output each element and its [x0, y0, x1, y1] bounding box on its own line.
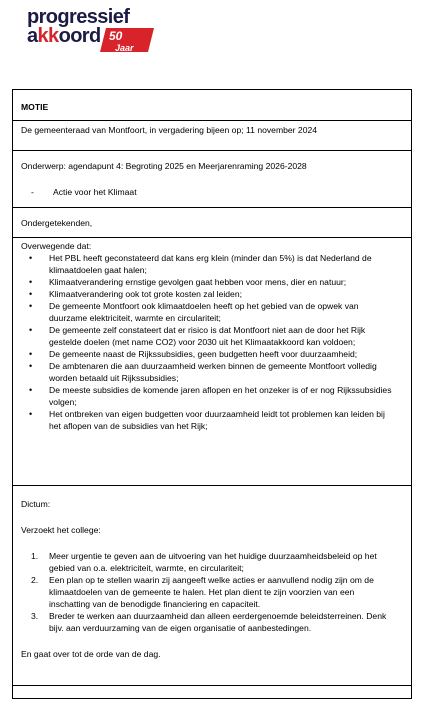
dictum-point-number: 2.	[31, 575, 39, 585]
motion-heading-row	[13, 90, 411, 121]
dictum-points-wrap	[13, 536, 411, 634]
dictum-label: Dictum:	[21, 499, 51, 509]
dictum-point	[13, 574, 387, 610]
dictum-point	[13, 610, 387, 634]
logo-letter-a: a	[27, 25, 38, 47]
anniversary-label	[109, 30, 134, 54]
considering-item: • De ambtenaren die aan duurzaamheid werken binnen de gemeente Montfoort volledig worden betaald uit Rijkssubsidies;	[13, 360, 395, 384]
considering-item: • Het PBL heeft geconstateerd dat kans erg klein (minder dan 5%) is dat Nederland de klimaatdoelen gaat halen;	[13, 252, 395, 276]
anniversary-years: 50	[109, 29, 123, 43]
subject-line: Onderwerp: agendapunt 4: Begroting 2025 en Meerjarenraming 2026-2028	[21, 161, 307, 171]
considering-item: • De meeste subsidies de komende jaren aflopen en het onzeker is of er nog Rijkssubsidies volgen;	[13, 384, 395, 408]
dictum-point	[13, 550, 387, 574]
considering-item: • De gemeente naast de Rijkssubsidies, geen budgetten heeft voor duurzaamheid;	[13, 348, 395, 360]
motion-table	[12, 89, 412, 699]
dictum-point-number: 3.	[31, 611, 39, 621]
signatories-row	[13, 208, 411, 238]
council-row	[13, 121, 411, 151]
considering-row	[13, 238, 411, 486]
dictum-points	[13, 550, 387, 634]
dictum-point-text: Meer urgentie te geven aan de uitvoering van het huidige duurzaamheidsbeleid op het gebied van o.a. elektriciteit, warmte, en circulariteit;	[49, 551, 377, 573]
considering-item: • Het ontbreken van eigen budgetten voor duurzaamheid leidt tot problemen kan leiden bij het aflopen van de subsidies van het Rijk;	[13, 408, 395, 432]
signatories-text: Ondergetekenden,	[21, 218, 93, 228]
logo-letters-oord: oord	[58, 25, 101, 47]
party-logo	[27, 6, 157, 58]
considering-item: • De gemeente zelf constateert dat er risico is dat Montfoort niet aan de door het Rijk gestelde doelen (met name CO2) voor 2030 uit het Klimaatakkoord kan voldoen;	[13, 324, 395, 348]
anniversary-years-label: Jaar	[115, 43, 134, 53]
logo-word-progressief: progressief	[27, 6, 130, 28]
considering-list	[13, 252, 395, 432]
dictum-closing: En gaat over tot de orde van de dag.	[21, 649, 161, 659]
considering-item: • Klimaatverandering ernstige gevolgen gaat hebben voor mens, dier en natuur;	[13, 276, 395, 288]
subject-action: - Actie voor het Klimaat	[13, 172, 411, 198]
dictum-point-text: Breder te werken aan duurzaamheid dan alleen eerdergenoemde beleidsterreinen. Denk bijv. aan verduurzaming van de eigen organisatie of aanbestedingen.	[49, 611, 387, 633]
considering-item: • Klimaatverandering ook tot grote kosten zal leiden;	[13, 288, 395, 300]
considering-intro: Overwegende dat:	[21, 241, 92, 251]
considering-list-wrap	[13, 252, 411, 432]
motion-heading: MOTIE	[21, 102, 49, 112]
subject-row	[13, 151, 411, 208]
considering-item: • De gemeente Montfoort ook klimaatdoelen heeft op het gebied van de opwek van duurzame elektriciteit, warmte en circulariteit;	[13, 300, 395, 324]
dictum-point-text: Een plan op te stellen waarin zij aangeeft welke acties er aanvullend nodig zijn om de klimaatdoelen van de gemeente te halen. Het plan dient te zijn voorzien van een inschatting van de benodigde financiering en capaciteit.	[49, 575, 374, 609]
council-statement: De gemeenteraad van Montfoort, in vergadering bijeen op; 11 november 2024	[21, 125, 318, 135]
dictum-row	[13, 486, 411, 686]
dictum-point-number: 1.	[31, 551, 39, 561]
dictum-request: Verzoekt het college:	[21, 525, 101, 535]
logo-letters-kk: kk	[37, 25, 59, 47]
logo-word-akkoord	[27, 25, 101, 47]
